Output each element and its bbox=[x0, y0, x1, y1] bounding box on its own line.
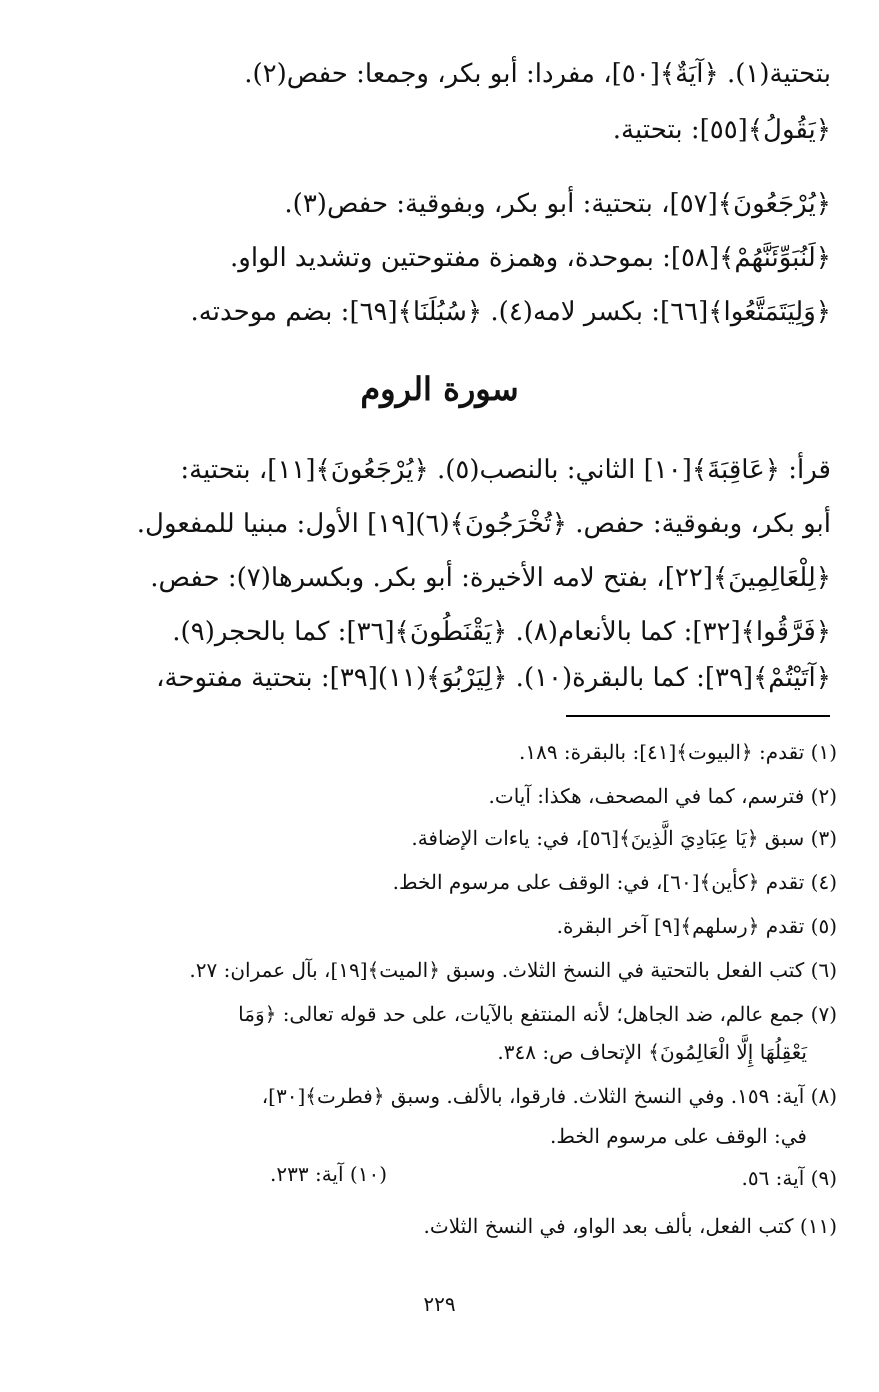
footnote-7: (٧) جمع عالم، ضد الجاهل؛ لأنه المنتفع بالآيات، على حد قوله تعالى: ﴿وَمَا bbox=[238, 1002, 837, 1026]
body-line-2: ﴿يَقُولُ﴾[٥٥]: بتحتية. bbox=[612, 115, 831, 145]
footnote-10: (١٠) آية: ٢٣٣. bbox=[270, 1162, 387, 1186]
footnote-8: (٨) آية: ١٥٩. وفي النسخ الثلاث. فارقوا، بالألف. وسبق ﴿فطرت﴾[٣٠]، bbox=[261, 1084, 837, 1108]
footnote-5: (٥) تقدم ﴿رسلهم﴾[٩] آخر البقرة. bbox=[556, 914, 837, 938]
footnote-6: (٦) كتب الفعل بالتحتية في النسخ الثلاث. وسبق ﴿الميت﴾[١٩]، بآل عمران: ٢٧. bbox=[189, 958, 837, 982]
footnote-8-cont: في: الوقف على مرسوم الخط. bbox=[550, 1124, 807, 1148]
footnote-1: (١) تقدم: ﴿البيوت﴾[٤١]: بالبقرة: ١٨٩. bbox=[518, 740, 837, 764]
footnote-4: (٤) تقدم ﴿كأين﴾[٦٠]، في: الوقف على مرسوم الخط. bbox=[392, 870, 837, 894]
footnote-9: (٩) آية: ٥٦. bbox=[741, 1166, 837, 1190]
page-number: ٢٢٩ bbox=[423, 1292, 456, 1316]
footnote-3: (٣) سبق ﴿يَا عِبَادِيَ الَّذِينَ﴾[٥٦]، في: ياءات الإضافة. bbox=[411, 826, 837, 850]
footnote-2: (٢) فترسم، كما في المصحف، هكذا: آيات. bbox=[488, 784, 837, 808]
body-line-5: ﴿وَلِيَتَمَتَّعُوا﴾[٦٦]: بكسر لامه(٤). ﴿سُبُلَنَا﴾[٦٩]: بضم موحدته. bbox=[190, 297, 831, 327]
body-line-8: ﴿لِلْعَالِمِينَ﴾[٢٢]، بفتح لامه الأخيرة: أبو بكر. وبكسرها(٧): حفص. bbox=[150, 563, 831, 593]
body-line-4: ﴿لَنُبَوِّئَنَّهُمْ﴾[٥٨]: بموحدة، وهمزة مفتوحتين وتشديد الواو. bbox=[230, 243, 831, 273]
body-line-3: ﴿يُرْجَعُونَ﴾[٥٧]، بتحتية: أبو بكر، وبفوقية: حفص(٣). bbox=[284, 189, 831, 219]
section-title: سورة الروم bbox=[360, 370, 519, 408]
footnote-7-cont: يَعْقِلُهَا إِلَّا الْعَالِمُونَ﴾ الإتحاف ص: ٣٤٨. bbox=[497, 1040, 807, 1064]
body-line-10: ﴿آتَيْتُمْ﴾[٣٩]: كما بالبقرة(١٠). ﴿لِيَرْبُوَ﴾(١١)[٣٩]: بتحتية مفتوحة، bbox=[156, 663, 831, 693]
body-line-6: قرأ: ﴿عَاقِبَةَ﴾[١٠] الثاني: بالنصب(٥). ﴿يُرْجَعُونَ﴾[١١]، بتحتية: bbox=[180, 455, 831, 485]
footnote-11: (١١) كتب الفعل، بألف بعد الواو، في النسخ الثلاث. bbox=[423, 1214, 837, 1238]
body-line-1: بتحتية(١). ﴿آيَةٌ﴾[٥٠]، مفردا: أبو بكر، وجمعا: حفص(٢). bbox=[244, 59, 831, 89]
body-line-7: أبو بكر، وبفوقية: حفص. ﴿تُخْرَجُونَ﴾(٦)[١٩] الأول: مبنيا للمفعول. bbox=[136, 509, 831, 539]
footnote-divider bbox=[566, 715, 830, 717]
body-line-9: ﴿فَرَّقُوا﴾[٣٢]: كما بالأنعام(٨). ﴿يَقْنَطُونَ﴾[٣٦]: كما بالحجر(٩). bbox=[172, 617, 831, 647]
